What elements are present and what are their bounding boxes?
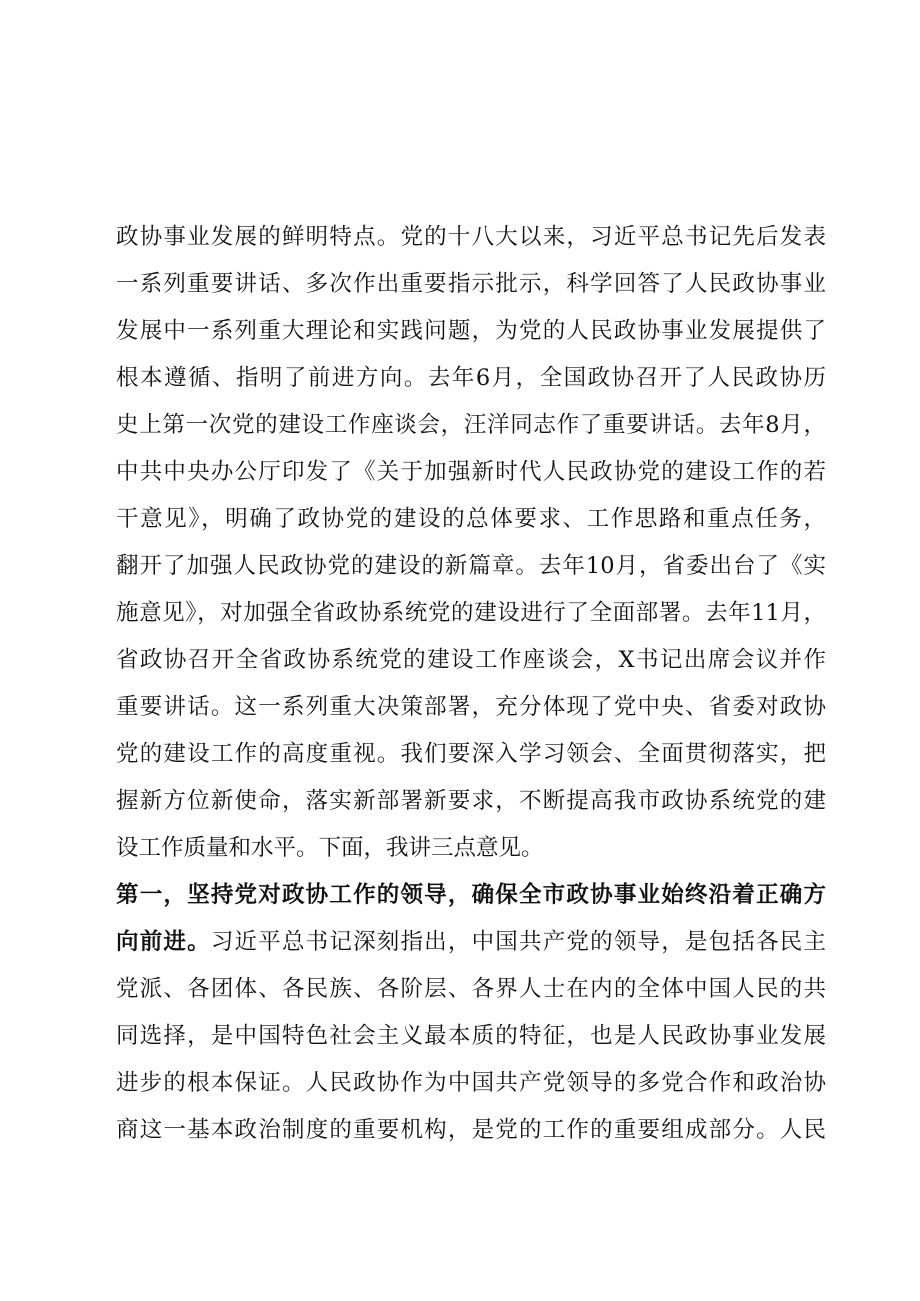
text-line: 根本遵循、指明了前进方向。去年6月，全国政协召开了人民政协历 xyxy=(116,365,826,391)
text-line: 重要讲话。这一系列重大决策部署，充分体现了党中央、省委对政协 xyxy=(116,694,826,720)
text-line: 同选择，是中国特色社会主义最本质的特征，也是人民政协事业发展 xyxy=(116,1023,826,1049)
text-line: 一系列重要讲话、多次作出重要指示批示，科学回答了人民政协事业 xyxy=(116,271,826,297)
text-line: 中共中央办公厅印发了《关于加强新时代人民政协党的建设工作的若 xyxy=(116,459,826,485)
section-heading: 第一，坚持党对政协工作的领导，确保全市政协事业始终沿着正确方 xyxy=(116,882,826,908)
text-line: 握新方位新使命，落实新部署新要求，不断提高我市政协系统党的建 xyxy=(116,788,826,814)
text-line-rest: 习近平总书记深刻指出，中国共产党的领导，是包括各民主 xyxy=(210,929,826,955)
text-line: 设工作质量和水平。下面，我讲三点意见。 xyxy=(116,835,544,861)
text-line: 施意见》，对加强全省政协系统党的建设进行了全面部署。去年11月， xyxy=(116,600,826,626)
text-line: 商这一基本政治制度的重要机构，是党的工作的重要组成部分。人民 xyxy=(116,1117,826,1143)
text-line: 翻开了加强人民政协党的建设的新篇章。去年10月，省委出台了《实 xyxy=(116,553,826,579)
text-line: 党的建设工作的高度重视。我们要深入学习领会、全面贯彻落实，把 xyxy=(116,741,826,767)
text-line: 发展中一系列重大理论和实践问题，为党的人民政协事业发展提供了 xyxy=(116,318,826,344)
text-line: 省政协召开全省政协系统党的建设工作座谈会，X书记出席会议并作 xyxy=(116,647,826,673)
section-heading-end: 向前进。 xyxy=(116,929,211,955)
section-heading-continued xyxy=(116,919,826,966)
text-line: 干意见》，明确了政协党的建设的总体要求、工作思路和重点任务， xyxy=(116,506,826,532)
text-line: 史上第一次党的建设工作座谈会，汪洋同志作了重要讲话。去年8月， xyxy=(116,412,826,438)
text-line: 党派、各团体、各民族、各阶层、各界人士在内的全体中国人民的共 xyxy=(116,976,826,1002)
text-line: 进步的根本保证。人民政协作为中国共产党领导的多党合作和政治协 xyxy=(116,1070,826,1096)
body-text xyxy=(116,214,826,1154)
text-line: 政协事业发展的鲜明特点。党的十八大以来，习近平总书记先后发表 xyxy=(116,224,826,250)
